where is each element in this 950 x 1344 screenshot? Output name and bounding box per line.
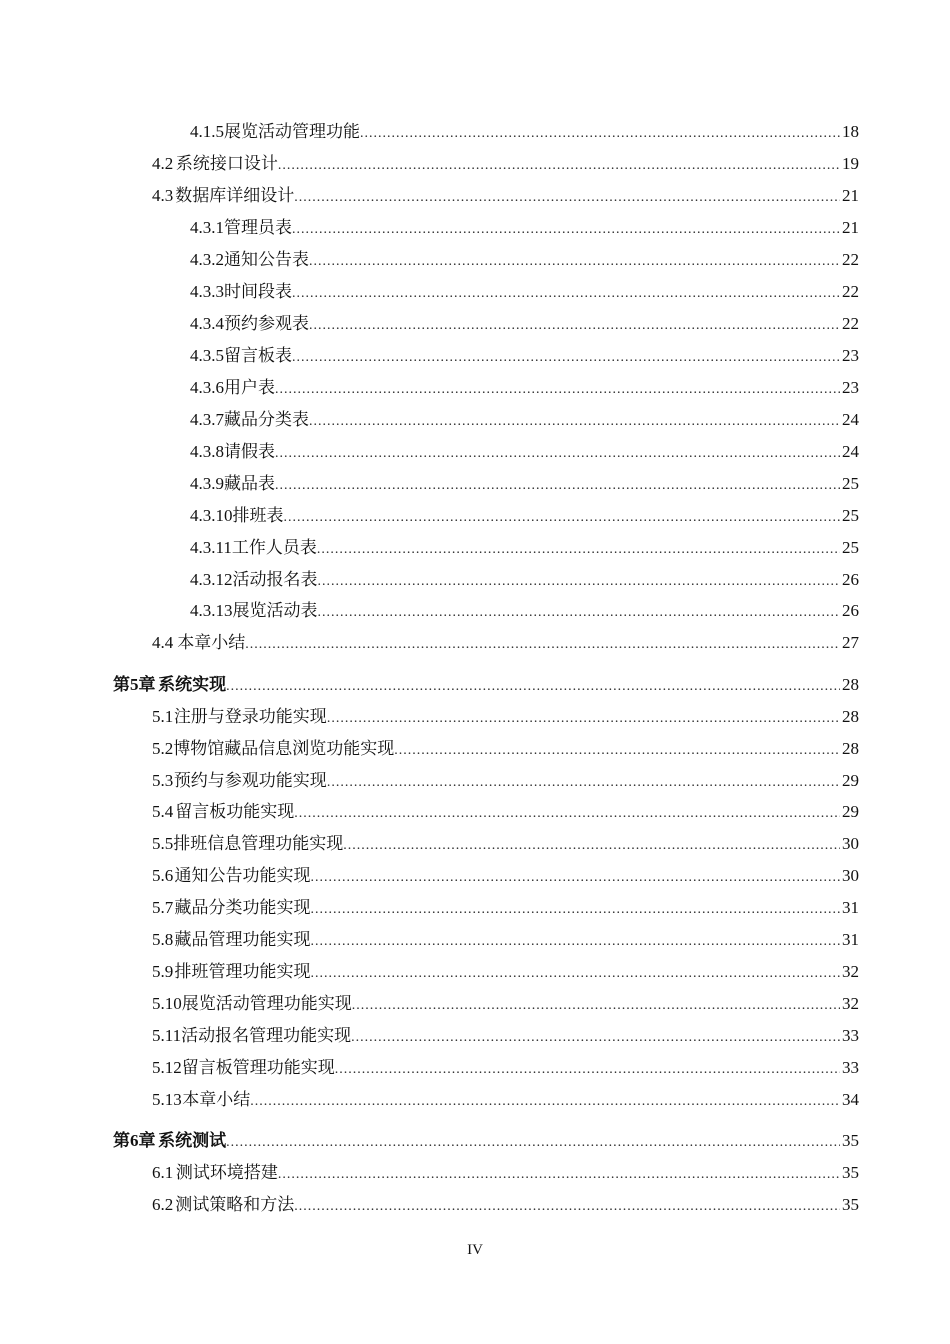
toc-page: 29 xyxy=(842,771,859,790)
toc-title: 预约与参观功能实现 xyxy=(173,771,327,791)
toc-number: 4.3.8 xyxy=(190,442,224,461)
toc-page: 22 xyxy=(842,282,859,301)
toc-chapter-number: 第5章 xyxy=(113,675,156,694)
toc-chapter-entry[interactable] xyxy=(113,673,859,697)
toc-entry[interactable] xyxy=(152,800,859,824)
toc-entry[interactable] xyxy=(152,184,859,208)
toc-number: 5.2 xyxy=(152,739,174,758)
toc-number: 4.3.1 xyxy=(190,218,224,237)
toc-leader xyxy=(311,866,840,890)
toc-title: 系统接口设计 xyxy=(175,154,278,174)
toc-leader xyxy=(352,994,840,1018)
toc-number: 5.5 xyxy=(152,834,174,853)
toc-leader xyxy=(335,1058,840,1082)
toc-number: 5.12 xyxy=(152,1058,182,1077)
toc-entry[interactable] xyxy=(152,1024,859,1048)
toc-page: 34 xyxy=(842,1090,859,1109)
toc-page: 18 xyxy=(842,122,859,141)
toc-entry[interactable] xyxy=(152,1161,859,1185)
toc-chapter-title: 系统实现 xyxy=(158,675,227,695)
toc-entry[interactable] xyxy=(190,536,859,560)
toc-entry[interactable] xyxy=(190,408,859,432)
toc-title: 排班管理功能实现 xyxy=(174,962,311,982)
toc-page: 25 xyxy=(842,474,859,493)
toc-leader xyxy=(275,442,840,466)
toc-leader xyxy=(278,154,840,178)
toc-entry[interactable] xyxy=(190,248,859,272)
toc-page: 24 xyxy=(842,442,859,461)
toc-title: 展览活动表 xyxy=(232,601,318,621)
toc-entry[interactable] xyxy=(152,1088,859,1112)
toc-title: 留言板功能实现 xyxy=(175,802,295,822)
toc-leader xyxy=(226,1131,840,1155)
toc-page: 28 xyxy=(842,739,859,758)
toc-leader xyxy=(394,739,840,763)
toc-leader xyxy=(343,834,840,858)
toc-entry[interactable] xyxy=(152,992,859,1016)
toc-number: 4.2 xyxy=(152,154,174,173)
toc-number: 4.3.3 xyxy=(190,282,224,301)
toc-number: 4.3.9 xyxy=(190,474,224,493)
toc-leader xyxy=(250,1090,840,1114)
toc-title: 藏品分类功能实现 xyxy=(174,898,311,918)
toc-entry[interactable] xyxy=(190,280,859,304)
toc-title: 藏品分类表 xyxy=(224,410,309,430)
toc-number: 6.2 xyxy=(152,1195,174,1214)
toc-entry[interactable] xyxy=(152,152,859,176)
toc-number: 4.3.12 xyxy=(190,570,233,589)
toc-chapter-number: 第6章 xyxy=(113,1131,156,1150)
toc-page: 30 xyxy=(842,866,859,885)
toc-number: 4.3.6 xyxy=(190,378,224,397)
toc-title: 通知公告表 xyxy=(224,250,309,270)
toc-title: 留言板表 xyxy=(224,346,292,366)
toc-page: 29 xyxy=(842,802,859,821)
toc-title: 藏品管理功能实现 xyxy=(174,930,311,950)
toc-title: 注册与登录功能实现 xyxy=(173,707,327,727)
toc-number: 5.6 xyxy=(152,866,174,885)
toc-page: 35 xyxy=(842,1163,859,1182)
toc-leader xyxy=(318,570,841,594)
toc-number: 4.3 xyxy=(152,186,174,205)
toc-number: 5.8 xyxy=(152,930,174,949)
toc-leader xyxy=(309,250,840,274)
toc-entry[interactable] xyxy=(152,832,859,856)
toc-entry[interactable] xyxy=(190,599,859,623)
toc-title: 预约参观表 xyxy=(224,314,309,334)
toc-entry[interactable] xyxy=(152,631,859,655)
toc-title: 博物馆藏品信息浏览功能实现 xyxy=(173,739,395,759)
toc-entry[interactable] xyxy=(152,896,859,920)
toc-title: 活动报名管理功能实现 xyxy=(181,1026,352,1046)
toc-page: 35 xyxy=(842,1131,859,1150)
toc-page: 23 xyxy=(842,346,859,365)
toc-leader xyxy=(278,1163,840,1187)
toc-leader xyxy=(327,707,840,731)
toc-page: 31 xyxy=(842,898,859,917)
toc-leader xyxy=(292,346,840,370)
toc-number: 4.3.4 xyxy=(190,314,224,333)
toc-title: 测试策略和方法 xyxy=(175,1195,295,1215)
toc-entry[interactable] xyxy=(152,737,859,761)
toc-entry[interactable] xyxy=(190,312,859,336)
toc-page: 32 xyxy=(842,994,859,1013)
toc-entry[interactable] xyxy=(152,864,859,888)
toc-page: 28 xyxy=(842,675,859,694)
toc-leader xyxy=(317,538,840,562)
toc-page: 31 xyxy=(842,930,859,949)
toc-page: 33 xyxy=(842,1058,859,1077)
toc-title: 排班信息管理功能实现 xyxy=(173,834,344,854)
toc-page: 28 xyxy=(842,707,859,726)
toc-leader xyxy=(309,410,840,434)
toc-number: 4.3.11 xyxy=(190,538,232,557)
toc-leader xyxy=(284,506,841,530)
toc-number: 5.3 xyxy=(152,771,174,790)
toc-leader xyxy=(275,378,840,402)
toc-number: 6.1 xyxy=(152,1163,174,1182)
toc-leader xyxy=(275,474,840,498)
toc-number: 4.3.13 xyxy=(190,601,233,620)
toc-entry[interactable] xyxy=(190,440,859,464)
toc-page: 25 xyxy=(842,506,859,525)
toc-leader xyxy=(245,633,840,657)
toc-entry[interactable] xyxy=(190,472,859,496)
toc-title: 请假表 xyxy=(224,442,275,462)
toc-entry[interactable] xyxy=(190,216,859,240)
toc-title: 展览活动管理功能实现 xyxy=(181,994,352,1014)
toc-number: 4.3.10 xyxy=(190,506,233,525)
toc-entry[interactable] xyxy=(152,769,859,793)
toc-leader xyxy=(360,122,840,146)
toc-title: 展览活动管理功能 xyxy=(224,122,360,142)
toc-page: 23 xyxy=(842,378,859,397)
toc-page: 27 xyxy=(842,633,859,652)
toc-page: 22 xyxy=(842,250,859,269)
toc-leader xyxy=(292,282,840,306)
toc-leader xyxy=(294,1195,840,1219)
toc-entry[interactable] xyxy=(190,568,859,592)
toc-page: 22 xyxy=(842,314,859,333)
toc-title: 工作人员表 xyxy=(231,538,317,558)
toc-entry[interactable] xyxy=(190,504,859,528)
toc-title: 数据库详细设计 xyxy=(175,186,295,206)
toc-leader xyxy=(294,186,840,210)
toc-entry[interactable] xyxy=(190,376,859,400)
toc-page: 19 xyxy=(842,154,859,173)
toc-number: 5.11 xyxy=(152,1026,182,1045)
toc-page: 32 xyxy=(842,962,859,981)
toc-number: 5.10 xyxy=(152,994,182,1013)
toc-page: 26 xyxy=(842,570,859,589)
toc-entry[interactable] xyxy=(152,1056,859,1080)
toc-leader xyxy=(292,218,840,242)
toc-entry[interactable] xyxy=(152,705,859,729)
toc-leader xyxy=(351,1026,840,1050)
toc-number: 5.4 xyxy=(152,802,174,821)
toc-leader xyxy=(226,675,840,699)
toc-page: 21 xyxy=(842,218,859,237)
toc-leader xyxy=(311,930,840,954)
toc-leader xyxy=(311,962,840,986)
toc-number: 4.3.5 xyxy=(190,346,224,365)
toc-title: 藏品表 xyxy=(224,474,275,494)
toc-leader xyxy=(318,601,841,625)
toc-title: 本章小结 xyxy=(177,633,246,653)
toc-page: 35 xyxy=(842,1195,859,1214)
toc-number: 4.3.7 xyxy=(190,410,224,429)
toc-number: 5.13 xyxy=(152,1090,182,1109)
toc-leader xyxy=(294,802,840,826)
toc-page: 25 xyxy=(842,538,859,557)
toc-title: 排班表 xyxy=(232,506,284,526)
toc-leader xyxy=(327,771,840,795)
toc-chapter-entry[interactable] xyxy=(113,1129,859,1153)
toc-chapter-title: 系统测试 xyxy=(158,1131,227,1151)
toc-title: 管理员表 xyxy=(224,218,292,238)
toc-page: 21 xyxy=(842,186,859,205)
toc-page: 26 xyxy=(842,601,859,620)
toc-number: 4.4 xyxy=(152,633,174,652)
toc-number: 4.1.5 xyxy=(190,122,224,141)
toc-number: 5.1 xyxy=(152,707,174,726)
toc-page: 24 xyxy=(842,410,859,429)
toc-leader xyxy=(311,898,840,922)
toc-title: 留言板管理功能实现 xyxy=(181,1058,335,1078)
toc-title: 本章小结 xyxy=(182,1090,251,1110)
toc-number: 4.3.2 xyxy=(190,250,224,269)
toc-number: 5.7 xyxy=(152,898,174,917)
toc-page: 33 xyxy=(842,1026,859,1045)
toc-entry[interactable] xyxy=(190,120,859,144)
page-number-footer: IV xyxy=(467,1242,483,1258)
toc-leader xyxy=(309,314,840,338)
toc-title: 测试环境搭建 xyxy=(175,1163,278,1183)
toc-entry[interactable] xyxy=(152,1193,859,1217)
toc-number: 5.9 xyxy=(152,962,174,981)
toc-entry[interactable] xyxy=(152,960,859,984)
toc-entry[interactable] xyxy=(190,344,859,368)
toc-page: 30 xyxy=(842,834,859,853)
toc-title: 用户表 xyxy=(224,378,275,398)
toc-entry[interactable] xyxy=(152,928,859,952)
toc-title: 时间段表 xyxy=(224,282,292,302)
toc-title: 通知公告功能实现 xyxy=(174,866,311,886)
toc-title: 活动报名表 xyxy=(232,570,318,590)
